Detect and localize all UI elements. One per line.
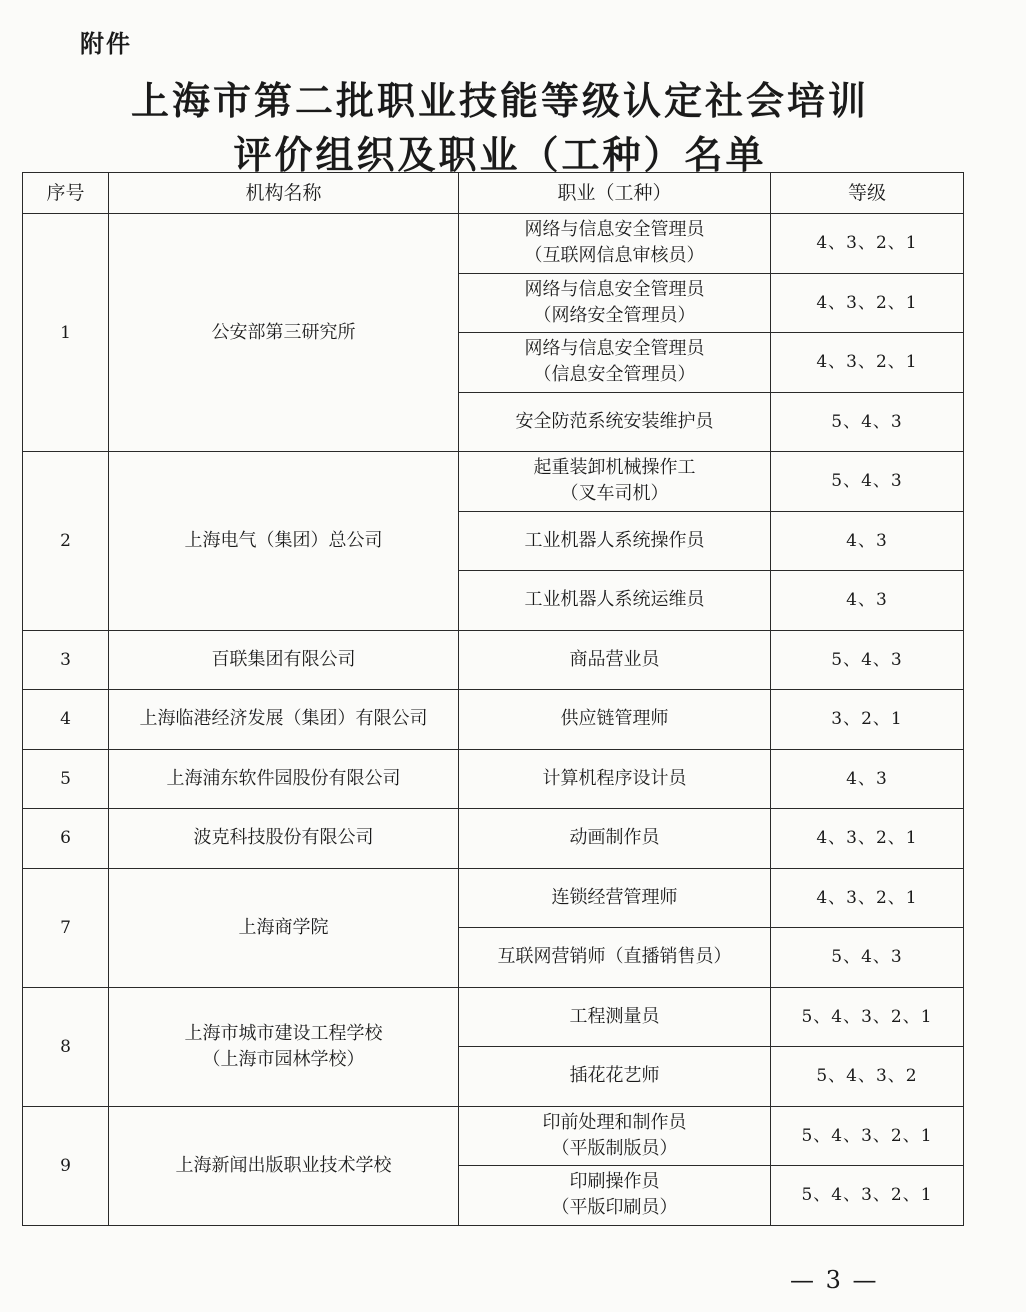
cell-occupation: [459, 571, 771, 631]
document-title-line1: 上海市第二批职业技能等级认定社会培训: [130, 79, 869, 123]
cell-level: 5、4、3、2、1: [771, 1106, 964, 1166]
occupation-name: 印刷操作员: [569, 1171, 660, 1193]
cell-level: 5、4、3、2: [771, 1047, 964, 1107]
header-org: 机构名称: [109, 173, 459, 214]
occupation-name: 连锁经营管理师: [551, 886, 678, 908]
cell-seq: 4: [23, 690, 109, 750]
org-name: 公安部第三研究所: [211, 321, 356, 343]
occupation-name: 起重装卸机械操作工: [533, 457, 696, 479]
org-name: 波克科技股份有限公司: [193, 827, 374, 849]
occupation-name: 安全防范系统安装维护员: [515, 410, 714, 432]
cell-level: 5、4、3、2、1: [771, 987, 964, 1047]
occupation-name: 插花花艺师: [569, 1065, 660, 1087]
cell-seq: 2: [23, 452, 109, 631]
occupation-name: 工业机器人系统操作员: [524, 529, 705, 551]
cell-seq: 9: [23, 1106, 109, 1225]
organization-table: [22, 172, 964, 1226]
cell-seq: 5: [23, 749, 109, 809]
cell-occupation: [459, 511, 771, 571]
occupation-subtype: （网络安全管理员）: [533, 304, 696, 326]
cell-level: 4、3: [771, 511, 964, 571]
table-row: [23, 987, 964, 1047]
occupation-subtype: （平版制版员）: [551, 1137, 678, 1159]
occupation-subtype: （叉车司机）: [560, 483, 669, 505]
cell-level: 5、4、3、2、1: [771, 1166, 964, 1226]
cell-occupation: [459, 928, 771, 988]
cell-org-name: [109, 868, 459, 987]
attachment-label: 附件: [80, 30, 132, 58]
header-occupation: 职业（工种）: [459, 173, 771, 214]
table-row: [23, 1106, 964, 1166]
occupation-subtype: （信息安全管理员）: [533, 364, 696, 386]
cell-level: 4、3、2、1: [771, 333, 964, 393]
cell-occupation: [459, 392, 771, 452]
occupation-name: 印前处理和制作员: [542, 1111, 687, 1133]
occupation-name: 动画制作员: [569, 827, 660, 849]
cell-org-name: [109, 749, 459, 809]
cell-org-name: [109, 1106, 459, 1225]
cell-occupation: [459, 749, 771, 809]
cell-occupation: [459, 273, 771, 333]
header-level: 等级: [771, 173, 964, 214]
cell-org-name: [109, 630, 459, 690]
cell-seq: 3: [23, 630, 109, 690]
org-name: 百联集团有限公司: [211, 648, 356, 670]
cell-level: 4、3: [771, 749, 964, 809]
table-row: [23, 452, 964, 512]
cell-occupation: [459, 1106, 771, 1166]
cell-org-name: [109, 452, 459, 631]
org-name: 上海临港经济发展（集团）有限公司: [139, 708, 428, 730]
org-name-sub: （上海市园林学校）: [202, 1048, 365, 1070]
cell-level: 4、3: [771, 571, 964, 631]
cell-level: 5、4、3: [771, 452, 964, 512]
table-row: [23, 690, 964, 750]
cell-level: 5、4、3: [771, 928, 964, 988]
cell-level: 5、4、3: [771, 630, 964, 690]
cell-org-name: [109, 690, 459, 750]
occupation-name: 网络与信息安全管理员: [524, 338, 705, 360]
cell-org-name: [109, 214, 459, 452]
table-header-row: [23, 173, 964, 214]
cell-occupation: [459, 214, 771, 274]
cell-org-name: [109, 809, 459, 869]
occupation-name: 供应链管理师: [560, 708, 669, 730]
occupation-name: 工程测量员: [569, 1005, 660, 1027]
cell-occupation: [459, 452, 771, 512]
table-row: [23, 868, 964, 928]
table-row: [23, 809, 964, 869]
cell-occupation: [459, 987, 771, 1047]
table-row: [23, 630, 964, 690]
cell-seq: 1: [23, 214, 109, 452]
org-name: 上海电气（集团）总公司: [184, 529, 383, 551]
table-row: [23, 214, 964, 274]
org-name: 上海浦东软件园股份有限公司: [166, 767, 401, 789]
cell-level: 4、3、2、1: [771, 809, 964, 869]
document-title-line2: 评价组织及职业（工种）名单: [233, 133, 767, 177]
cell-occupation: [459, 1047, 771, 1107]
org-name: 上海商学院: [238, 916, 329, 938]
occupation-subtype: （互联网信息审核员）: [524, 245, 705, 267]
occupation-name: 网络与信息安全管理员: [524, 278, 705, 300]
cell-occupation: [459, 809, 771, 869]
occupation-name: 计算机程序设计员: [542, 767, 687, 789]
cell-occupation: [459, 690, 771, 750]
occupation-name: 互联网营销师（直播销售员）: [497, 946, 732, 968]
cell-level: 4、3、2、1: [771, 214, 964, 274]
org-name: 上海新闻出版职业技术学校: [175, 1154, 392, 1176]
cell-level: 4、3、2、1: [771, 273, 964, 333]
occupation-subtype: （平版印刷员）: [551, 1197, 678, 1219]
cell-occupation: [459, 868, 771, 928]
occupation-name: 商品营业员: [569, 648, 660, 670]
cell-level: 5、4、3: [771, 392, 964, 452]
page-number: — 3 —: [790, 1266, 879, 1294]
cell-occupation: [459, 1166, 771, 1226]
occupation-name: 工业机器人系统运维员: [524, 589, 705, 611]
cell-seq: 8: [23, 987, 109, 1106]
cell-level: 4、3、2、1: [771, 868, 964, 928]
cell-occupation: [459, 333, 771, 393]
cell-seq: 7: [23, 868, 109, 987]
cell-seq: 6: [23, 809, 109, 869]
cell-org-name: [109, 987, 459, 1106]
header-seq: 序号: [23, 173, 109, 214]
occupation-name: 网络与信息安全管理员: [524, 219, 705, 241]
table-row: [23, 749, 964, 809]
cell-level: 3、2、1: [771, 690, 964, 750]
cell-occupation: [459, 630, 771, 690]
org-name: 上海市城市建设工程学校: [184, 1022, 383, 1044]
